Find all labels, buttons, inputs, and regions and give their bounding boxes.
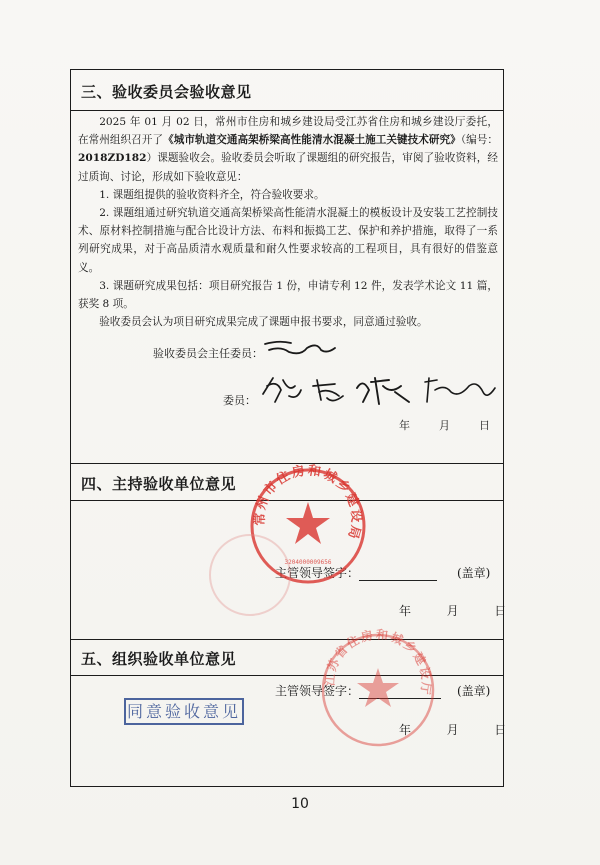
seal-number: 3204000009656 <box>284 559 332 566</box>
date-year: 年 <box>399 604 412 618</box>
seal-text: 江苏省住房和城乡建设厅 <box>322 627 434 698</box>
date-month: 月 <box>439 419 450 432</box>
section4-date <box>399 602 506 619</box>
section5-top-border <box>71 639 503 640</box>
opinion-item-1: 1. 课题组提供的验收资料齐全，符合验收要求。 <box>99 188 325 201</box>
section4-title: 四、主持验收单位意见 <box>81 475 237 493</box>
date-day: 日 <box>494 604 507 618</box>
conclusion-paragraph: 验收委员会认为项目研究成果完成了课题申报书要求，同意通过验收。 <box>99 316 428 329</box>
section4-sign-line <box>359 580 437 581</box>
date-year: 年 <box>399 723 412 737</box>
page-number: 10 <box>291 796 309 812</box>
member-signatures <box>259 372 499 408</box>
faint-red-seal <box>318 627 438 750</box>
section3-body <box>78 113 498 331</box>
date-year: 年 <box>399 419 410 432</box>
section5-divider <box>71 675 503 676</box>
section4-top-border <box>71 463 503 464</box>
intro-text-post: ）课题验收会。验收委员会听取了课题组的研究报告，审阅了验收资料，经过质询、讨论，形成如下验收意见： <box>78 152 498 183</box>
section5-sign-label: 主管领导签字： <box>275 684 360 698</box>
date-day: 日 <box>479 419 490 432</box>
section3-title: 三、验收委员会验收意见 <box>81 83 252 101</box>
intro-text-mid: （编号： <box>460 134 499 147</box>
project-code: 2018ZD182 <box>78 152 147 165</box>
section4-seal-label: (盖章) <box>457 566 491 580</box>
section4-sign-label: 主管领导签字： <box>275 566 360 580</box>
intro-paragraph <box>78 113 498 186</box>
chair-label: 验收委员会主任委员： <box>153 347 263 360</box>
opinion-item-2: 2. 课题组通过研究轨道交通高架桥梁高性能清水混凝土的模板设计及安装工艺控制技术、原材料控制措施与配合比设计方法、布料和振捣工艺、保护和养护措施，取得了一系列研究成果，对于高品质清水观质量和耐久性要求较高的工程项目，具有很好的借鉴意义。 <box>78 207 498 274</box>
members-label: 委员： <box>223 394 256 407</box>
form-frame <box>70 69 507 787</box>
section3-date <box>399 417 490 433</box>
seal-text: 常州市住房和城乡建设局 <box>252 463 364 543</box>
section5-title: 五、组织验收单位意见 <box>81 650 237 668</box>
chair-signature <box>261 336 341 358</box>
opinion-item-3: 3. 课题研究成果包括：项目研究报告 1 份，申请专利 12 件，发表学术论文 11 篇，获奖 8 项。 <box>78 279 498 311</box>
approval-stamp: 同意验收意见 <box>124 698 244 725</box>
date-day: 日 <box>494 723 507 737</box>
intro-text-pre: 2025 年 01 月 02 日，常州市住房和城乡建设局受江苏省住房和城乡建设厅委托，在常州组织召开了 <box>78 116 498 147</box>
date-month: 月 <box>446 723 459 737</box>
section5-seal-label: (盖章) <box>457 684 491 698</box>
section3-divider <box>71 110 503 111</box>
faint-seal-ghost <box>205 525 285 615</box>
project-title: 《城市轨道交通高架桥梁高性能清水混凝土施工关键技术研究》 <box>163 134 461 147</box>
date-month: 月 <box>446 604 459 618</box>
